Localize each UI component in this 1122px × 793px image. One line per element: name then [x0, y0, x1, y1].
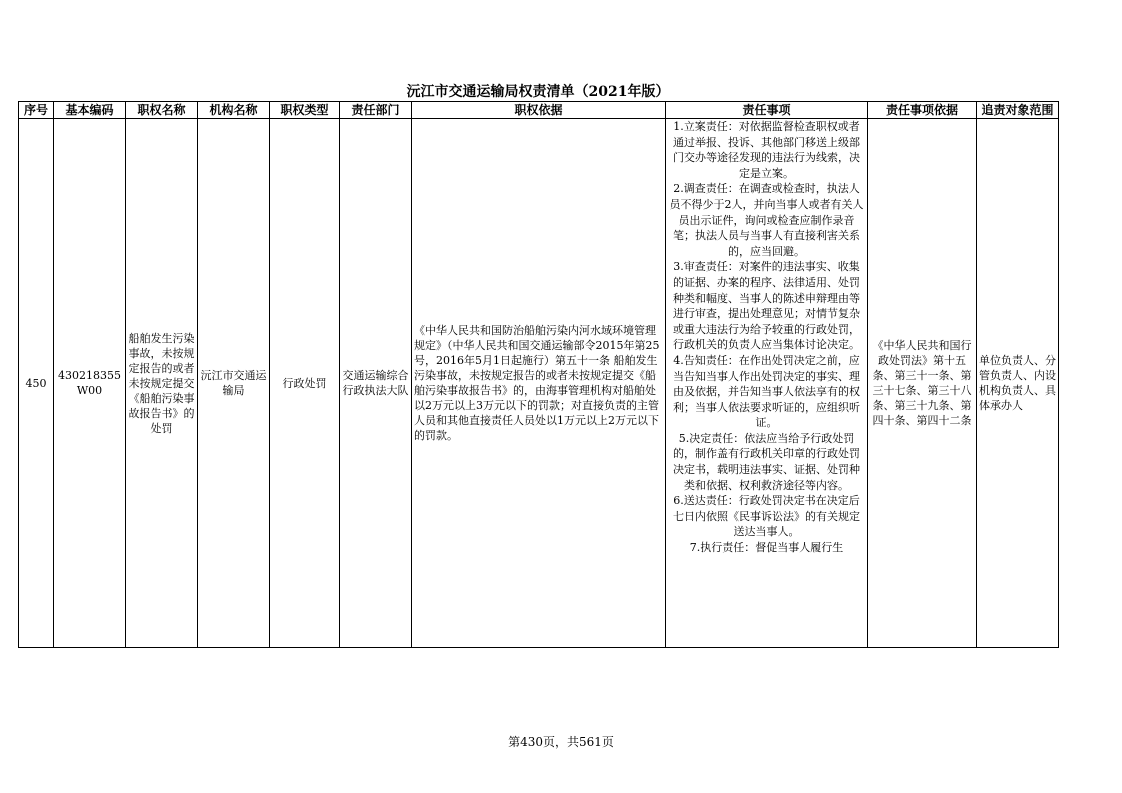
- header-seq: 序号: [19, 102, 54, 119]
- cell-org-name: 沅江市交通运输局: [198, 119, 270, 648]
- page-title: 沅江市交通运输局权责清单（2021年版）: [406, 84, 670, 100]
- header-basis: 职权依据: [412, 102, 666, 119]
- cell-accountability: 单位负责人、分管负责人、内设机构负责人、具体承办人: [977, 119, 1059, 648]
- cell-seq: 450: [19, 119, 54, 648]
- header-responsibilities: 责任事项: [666, 102, 868, 119]
- page-footer: 第430页，共561页: [508, 735, 614, 749]
- cell-power-type: 行政处罚: [270, 119, 340, 648]
- table-row: [19, 119, 1059, 648]
- cell-power-name: 船舶发生污染事故，未按规定报告的或者未按规定提交《船舶污染事故报告书》的处罚: [126, 119, 198, 648]
- responsibility-item: 6.送达责任：行政处罚决定书在决定后七日内依照《民事诉讼法》的有关规定送达当事人。: [673, 494, 860, 539]
- header-org-name: 机构名称: [198, 102, 270, 119]
- header-dept: 责任部门: [340, 102, 412, 119]
- cell-basis: 《中华人民共和国防治船舶污染内河水域环境管理规定》（中华人民共和国交通运输部令2015年第25号，2016年5月1日起施行）第五十一条 船舶发生污染事故，未按规定报告的或者未按规定提交《船舶污染事故报告书》的，由海事管理机构对船舶处以2万元以上3万元以下的罚款；对直接负责的主管人员和其他直接责任人员处以1万元以上2万元以下的罚款。: [412, 119, 666, 648]
- header-code: 基本编码: [54, 102, 126, 119]
- header-resp-basis: 责任事项依据: [868, 102, 977, 119]
- power-responsibility-table: [18, 101, 1059, 648]
- cell-responsibilities: [666, 119, 868, 648]
- header-accountability: 追责对象范围: [977, 102, 1059, 119]
- responsibility-item: 3.审查责任：对案件的违法事实、收集的证据、办案的程序、法律适用、处罚种类和幅度、当事人的陈述申辩理由等进行审查，提出处理意见；对情节复杂或重大违法行为给予较重的行政处罚，行政机关的负责人应当集体讨论决定。: [673, 260, 860, 352]
- cell-code: 430218355W00: [54, 119, 126, 648]
- cell-dept: 交通运输综合行政执法大队: [340, 119, 412, 648]
- table-header-row: [19, 102, 1059, 119]
- responsibility-item: 1.立案责任：对依据监督检查职权或者通过举报、投诉、其他部门移送上级部门交办等途径发现的违法行为线索，决定是立案。: [673, 120, 860, 180]
- responsibility-item: 7.执行责任：督促当事人履行生: [689, 541, 844, 555]
- header-power-type: 职权类型: [270, 102, 340, 119]
- responsibility-item: 5.决定责任：依法应当给予行政处罚的，制作盖有行政机关印章的行政处罚决定书，载明违法事实、证据、处罚种类和依据、权利救济途径等内容。: [673, 431, 860, 492]
- responsibility-item: 2.调查责任：在调查或检查时，执法人员不得少于2人，并向当事人或者有关人员出示证件，询问或检查应制作录音笔；执法人员与当事人有直接利害关系的，应当回避。: [669, 182, 864, 258]
- header-power-name: 职权名称: [126, 102, 198, 119]
- responsibility-item: 4.告知责任：在作出处罚决定之前，应当告知当事人作出处罚决定的事实、理由及依据，并告知当事人依法享有的权利；当事人依法要求听证的，应组织听证。: [673, 353, 860, 430]
- cell-resp-basis: 《中华人民共和国行政处罚法》第十五条、第三十一条、第三十七条、第三十八条、第三十九条、第四十条、第四十二条: [868, 119, 977, 648]
